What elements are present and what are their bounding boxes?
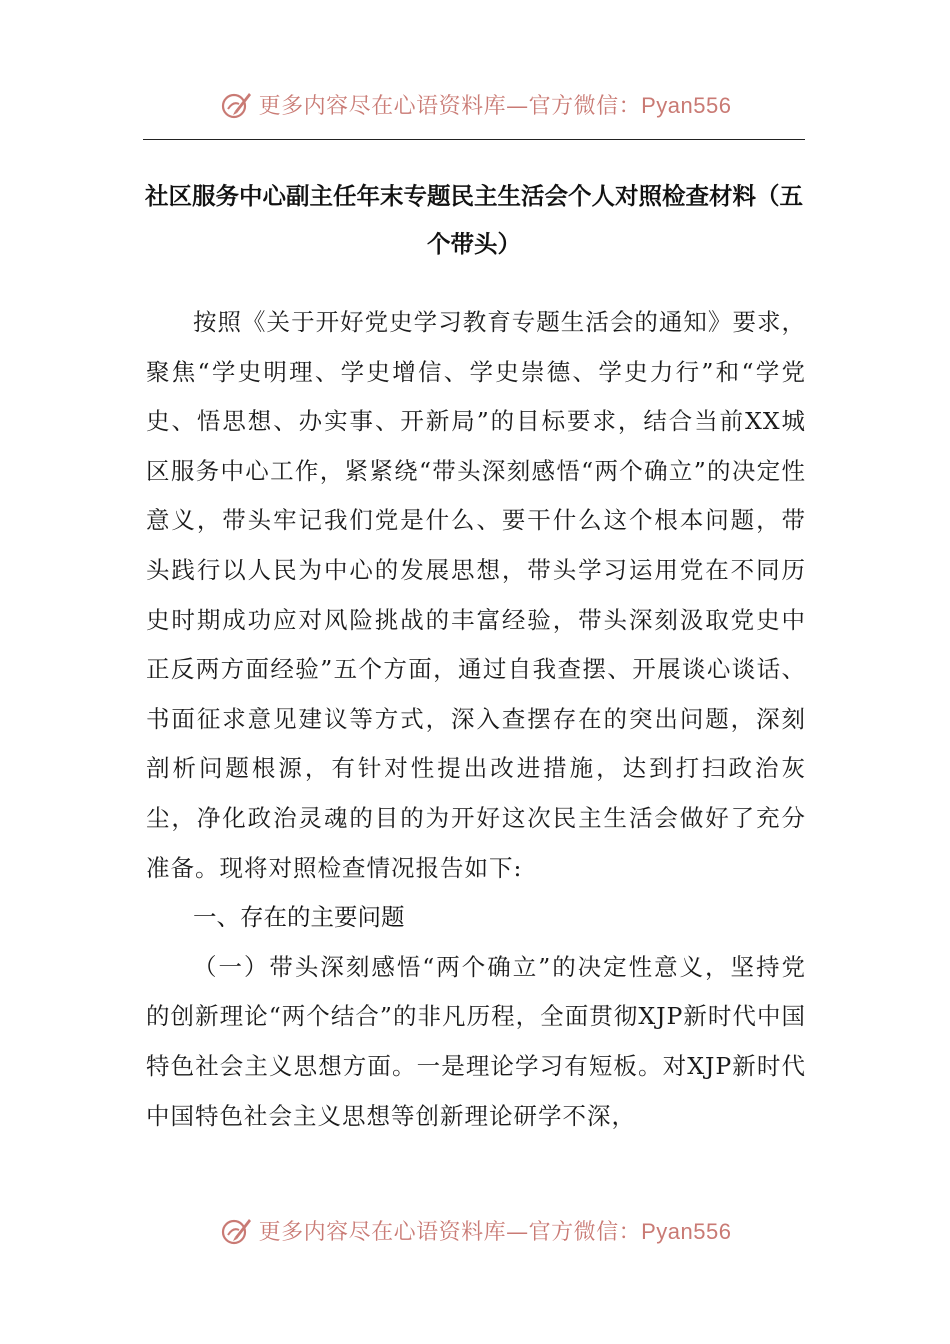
document-body: [146, 298, 806, 1141]
pen-logo-icon: [219, 1213, 253, 1247]
header-divider: [143, 139, 805, 140]
intro-paragraph: 按照《关于开好党史学习教育专题生活会的通知》要求，聚焦“学史明理、学史增信、学史崇德、学史力行”和“学党史、悟思想、办实事、开新局”的目标要求，结合当前XX城区服务中心工作，紧紧绕“带头深刻感悟“两个确立”的决定性意义，带头牢记我们党是什么、要干什么这个根本问题，带头践行以人民为中心的发展思想，带头学习运用党在不同历史时期成功应对风险挑战的丰富经验，带头深刻汲取党史中正反两方面经验”五个方面，通过自我查摆、开展谈心谈话、书面征求意见建议等方式，深入查摆存在的突出问题，深刻剖析问题根源，有针对性提出改进措施，达到打扫政治灰尘，净化政治灵魂的目的为开好这次民主生活会做好了充分准备。现将对照检查情况报告如下:: [146, 308, 806, 882]
watermark-header: [0, 84, 950, 124]
pen-logo-icon: [219, 87, 253, 121]
watermark-text: 更多内容尽在心语资料库—官方微信：Pyan556: [258, 92, 732, 119]
watermark-text: 更多内容尽在心语资料库—官方微信：Pyan556: [258, 1218, 732, 1245]
document-title: 社区服务中心副主任年末专题民主生活会个人对照检查材料（五个带头）: [145, 182, 803, 258]
section-heading: 一、存在的主要问题: [193, 903, 405, 932]
section-paragraph: （一）带头深刻感悟“两个确立”的决定性意义，坚持党的创新理论“两个结合”的非凡历程，全面贯彻XJP新时代中国特色社会主义思想方面。一是理论学习有短板。对XJP新时代中国特色社会主义思想等创新理论研学不深，: [146, 952, 806, 1130]
watermark-footer: [0, 1210, 950, 1250]
